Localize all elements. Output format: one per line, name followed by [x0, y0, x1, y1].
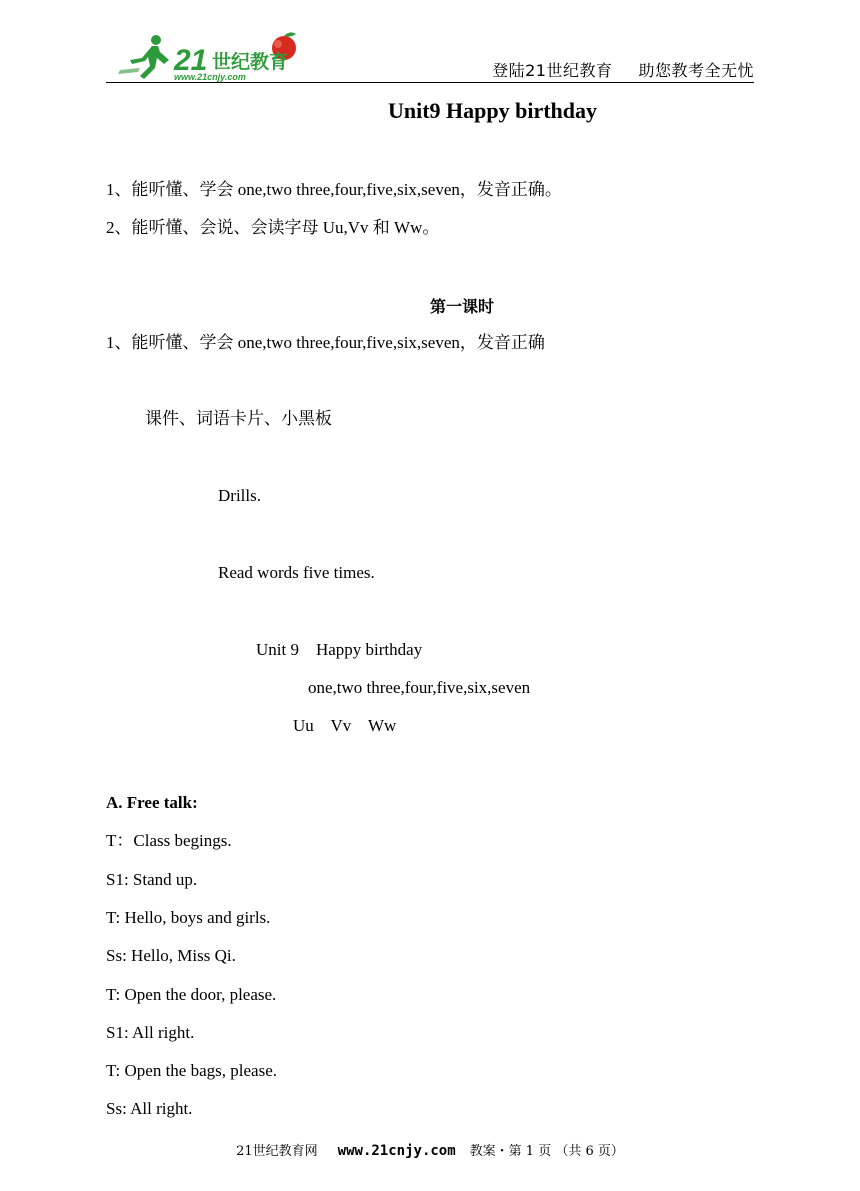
dialogue-line: S1: Stand up. — [106, 870, 198, 889]
slogan-right: 助您教考全无忧 — [638, 61, 754, 80]
objective-1: 1、能听懂、学会 one,two three,four,five,six,seven，发音正确。 — [106, 180, 562, 199]
drills-text: Drills. — [218, 486, 261, 505]
header-divider — [106, 82, 754, 83]
dialogue-line: T: Open the door, please. — [106, 985, 277, 1004]
dialogue-line: T：Class begings. — [106, 831, 232, 850]
homework-text: Read words five times. — [218, 563, 375, 582]
objective-2: 2、能听懂、会说、会读字母 Uu,Vv 和 Ww。 — [106, 218, 440, 237]
slogan-left: 登陆21世纪教育 — [492, 61, 613, 80]
section-a-heading: A. Free talk: — [106, 793, 198, 812]
dialogue-line: Ss: All right. — [106, 1099, 193, 1118]
lesson-objective: 1、能听懂、学会 one,two three,four,five,six,seven，发音正确 — [106, 333, 545, 352]
runner-icon — [118, 35, 169, 79]
footer-url[interactable]: www.21cnjy.com — [337, 1143, 456, 1159]
page-footer — [0, 1140, 860, 1159]
dialogue-line: S1: All right. — [106, 1023, 195, 1042]
board-line-2: one,two three,four,five,six,seven — [308, 678, 531, 697]
lesson-title: 第一课时 — [429, 297, 494, 316]
header-slogan — [492, 58, 754, 81]
dialogue-line: T: Open the bags, please. — [106, 1061, 277, 1080]
logo-number: 21 — [174, 44, 208, 77]
page-title: Unit9 Happy birthday — [387, 98, 598, 123]
logo-url: www.21cnjy.com — [174, 72, 246, 82]
teaching-materials: 课件、词语卡片、小黑板 — [145, 409, 332, 428]
dialogue-line: Ss: Hello, Miss Qi. — [106, 946, 236, 965]
logo-text: 世纪教育 — [212, 51, 289, 73]
board-line-3: Uu Vv Ww — [293, 716, 397, 735]
dialogue-line: T: Hello, boys and girls. — [106, 908, 271, 927]
footer-site: 21世纪教育网 — [236, 1144, 318, 1159]
board-line-1: Unit 9 Happy birthday — [256, 640, 423, 659]
footer-page-info: 教案・第 1 页 （共 6 页） — [469, 1144, 624, 1159]
site-logo — [112, 30, 312, 82]
